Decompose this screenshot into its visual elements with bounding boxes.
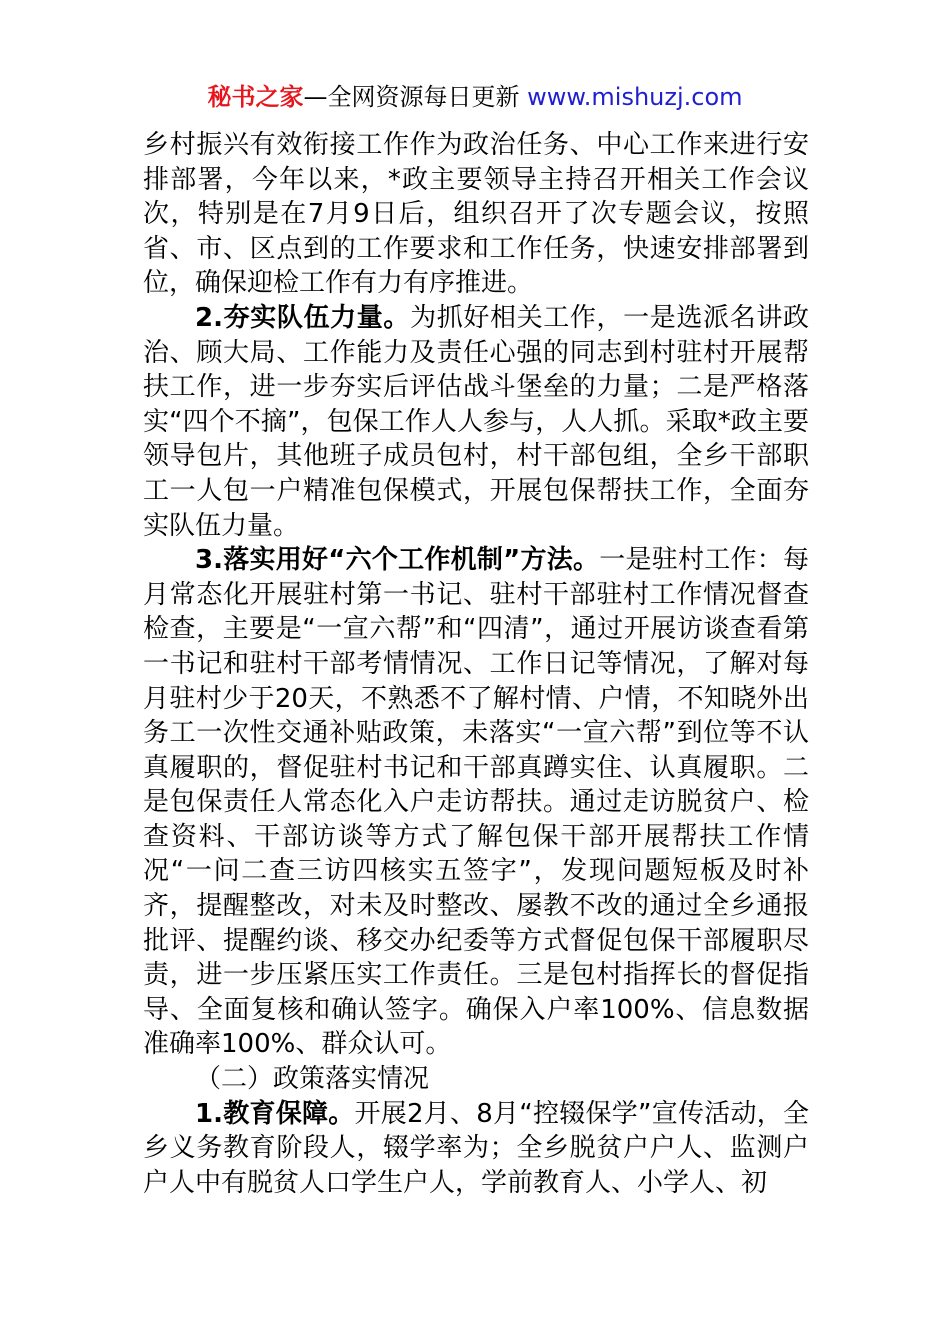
document-body — [143, 128, 809, 1200]
paragraph-lead: 2.夯实队伍力量。 — [195, 302, 411, 333]
paragraph-text: 开展2月、8月“控辍保学”宣传活动，全乡义务教育阶段人，辍学率为；全乡脱贫户户人、监测户户人中有脱贫人口学生户人，学前教育人、小学人、初 — [143, 1098, 809, 1198]
paragraph-lead: 3.落实用好“六个工作机制”方法。 — [195, 545, 600, 576]
site-url[interactable]: www.mishuzj.com — [527, 83, 743, 111]
section-heading — [143, 1062, 809, 1097]
paragraph — [143, 1097, 809, 1201]
paragraph — [143, 301, 809, 543]
page-header — [0, 80, 950, 114]
paragraph-text: 乡村振兴有效衔接工作作为政治任务、中心工作来进行安排部署，今年以来，*政主要领导主持召开相关工作会议次，特别是在7月9日后，组织召开了次专题会议，按照省、市、区点到的工作要求和工作任务，快速安排部署到位，确保迎检工作有力有序推进。 — [143, 130, 809, 299]
paragraph — [143, 543, 809, 1062]
site-name: 秘书之家 — [207, 83, 304, 111]
paragraph-lead: 1.教育保障。 — [195, 1098, 355, 1129]
paragraph — [143, 128, 809, 301]
header-tagline: —全网资源每日更新 — [303, 83, 528, 111]
paragraph-text: 一是驻村工作：每月常态化开展驻村第一书记、驻村干部驻村工作情况督查检查，主要是“一宣六帮”和“四清”，通过开展访谈查看第一书记和驻村干部考情情况、工作日记等情况，了解对每月驻村少于20天，不熟悉不了解村情、户情，不知晓外出务工一次性交通补贴政策，未落实“一宣六帮”到位等不认真履职的，督促驻村书记和干部真蹲实住、认真履职。二是包保责任人常态化入户走访帮扶。通过走访脱贫户、检查资料、干部访谈等方式了解包保干部开展帮扶工作情况“一问二查三访四核实五签字”，发现问题短板及时补齐，提醒整改，对未及时整改、屡教不改的通过全乡通报批评、提醒约谈、移交办纪委等方式督促包保干部履职尽责，进一步压紧压实工作责任。三是包村指挥长的督促指导、全面复核和确认签字。确保入户率100%、信息数据准确率100%、群众认可。 — [143, 545, 809, 1060]
paragraph-text: 为抓好相关工作，一是选派名讲政治、顾大局、工作能力及责任心强的同志到村驻村开展帮扶工作，进一步夯实后评估战斗堡垒的力量；二是严格落实“四个不摘”，包保工作人人参与，人人抓。采取*政主要领导包片，其他班子成员包村，村干部包组，全乡干部职工一人包一户精准包保模式，开展包保帮扶工作，全面夯实队伍力量。 — [143, 302, 809, 541]
paragraph-text: （二）政策落实情况 — [195, 1064, 430, 1095]
